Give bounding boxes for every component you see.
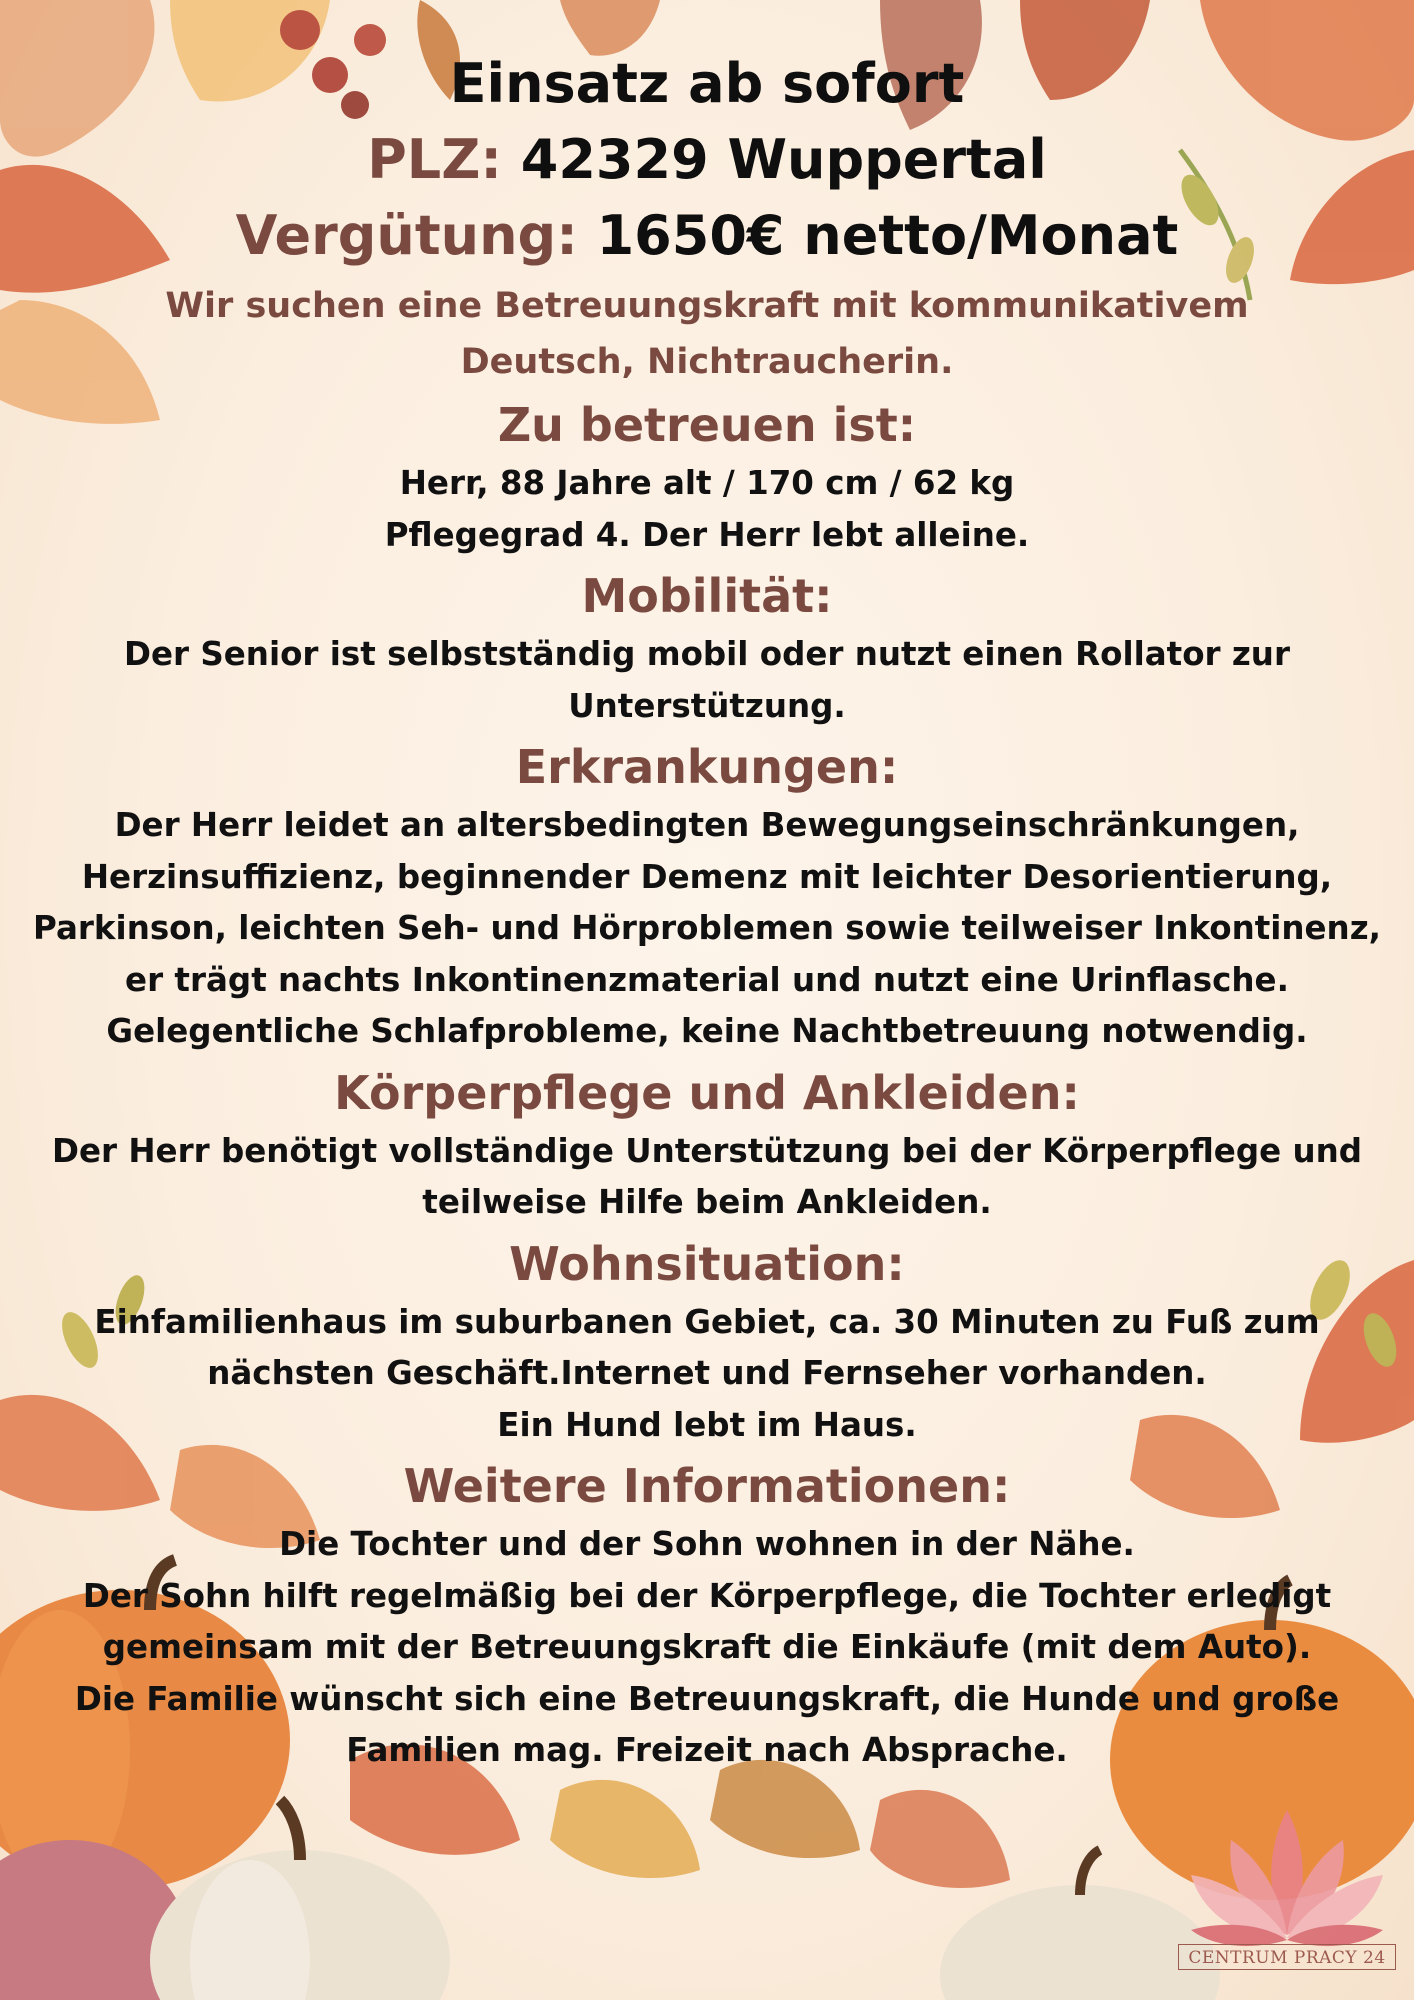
section-text: Der Herr leidet an altersbedingten Bewegungseinschränkungen, Herzinsuffizienz, beginnender Demenz mit leichter Desorientierung, Parkinson, leichten Seh- und Hörproblemen sowie teilweiser Inkontinenz, er trägt nachts Inkontinenzmaterial und nutzt eine Urinflasche. Gelegentliche Schlafprobleme, keine Nachtbetreuung notwendig. bbox=[33, 806, 1381, 1050]
intro-text: Wir suchen eine Betreuungskraft mit kommunikativem Deutsch, Nichtraucherin. bbox=[165, 286, 1249, 382]
section-heading: Wohnsituation: bbox=[509, 1236, 905, 1291]
pay-line bbox=[20, 198, 1394, 274]
section-living-situation bbox=[20, 1231, 1394, 1452]
section-heading: Mobilität: bbox=[581, 569, 833, 623]
logo-text: CENTRUM PRACY 24 bbox=[1178, 1944, 1396, 1970]
plz-value: 42329 Wuppertal bbox=[520, 128, 1047, 191]
section-text: Einfamilienhaus im suburbanen Gebiet, ca. 30 Minuten zu Fuß zum nächsten Geschäft.Internet und Fernseher vorhanden. Ein Hund lebt im Haus. bbox=[94, 1302, 1320, 1444]
section-personal-care bbox=[20, 1060, 1394, 1229]
section-text: Der Senior ist selbstständig mobil oder nutzt einen Rollator zur Unterstützung. bbox=[124, 635, 1290, 725]
section-mobility bbox=[20, 563, 1394, 732]
document-body bbox=[20, 46, 1394, 1779]
section-further-info bbox=[20, 1453, 1394, 1777]
plz-line bbox=[20, 122, 1394, 198]
section-illnesses bbox=[20, 734, 1394, 1058]
section-text: Der Herr benötigt vollständige Unterstützung bei der Körperpflege und teilweise Hilfe beim Ankleiden. bbox=[51, 1131, 1363, 1221]
section-text: Herr, 88 Jahre alt / 170 cm / 62 kg Pflegegrad 4. Der Herr lebt alleine. bbox=[384, 464, 1030, 554]
section-heading: Weitere Informationen: bbox=[403, 1459, 1011, 1513]
section-care-recipient bbox=[20, 392, 1394, 561]
pay-label: Vergütung: bbox=[235, 204, 578, 267]
section-text: Die Tochter und der Sohn wohnen in der Nähe. Der Sohn hilft regelmäßig bei der Körperpflege, die Tochter erledigt gemeinsam mit der Betreuungskraft die Einkäufe (mit dem Auto). Die Familie wünscht sich eine Betreuungskraft, die Hunde und große Familien mag. Freizeit nach Absprache. bbox=[74, 1525, 1340, 1769]
section-heading: Erkrankungen: bbox=[515, 740, 899, 794]
section-heading: Zu betreuen ist: bbox=[497, 398, 917, 452]
start-line: Einsatz ab sofort bbox=[449, 52, 965, 115]
lotus-icon bbox=[1176, 1770, 1398, 1970]
pay-value: 1650€ netto/Monat bbox=[596, 204, 1179, 267]
section-heading: Körperpflege und Ankleiden: bbox=[334, 1065, 1080, 1120]
plz-label: PLZ: bbox=[367, 128, 502, 191]
